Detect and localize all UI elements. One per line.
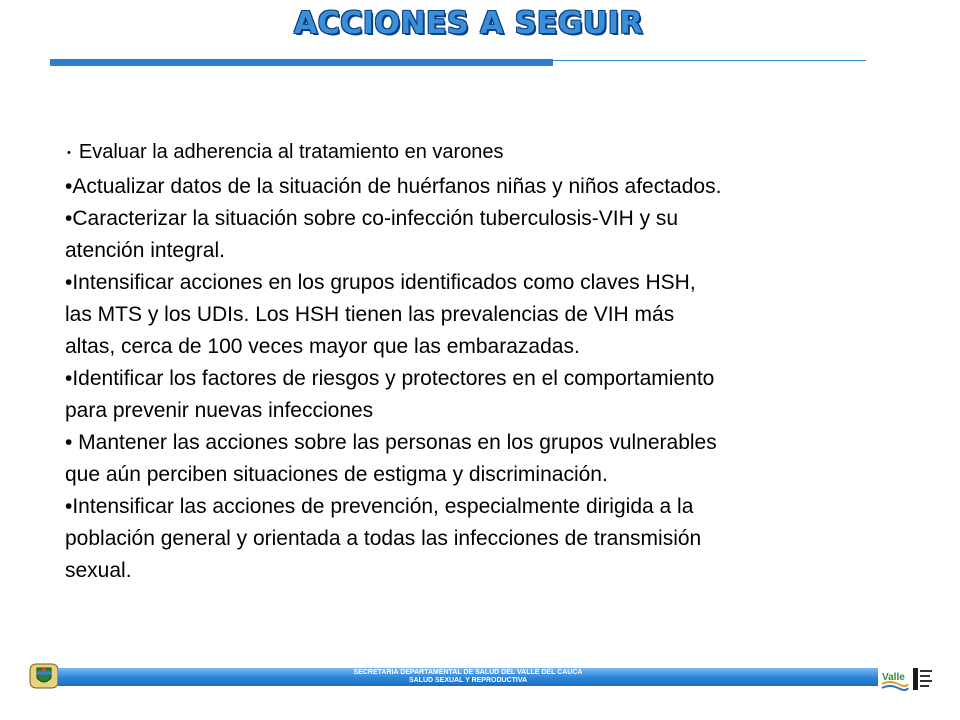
small-bullet: • — [67, 146, 71, 159]
list-item-first — [65, 140, 915, 165]
list-line: atención integral. — [65, 238, 225, 262]
title-underline-thin — [553, 60, 866, 61]
valle-logo-text: Valle — [882, 672, 905, 683]
list-line: las MTS y los UDIs. Los HSH tienen las prevalencias de VIH más — [65, 302, 675, 326]
list-line: •Caracterizar la situación sobre co-infección tuberculosis-VIH y su — [65, 206, 679, 230]
footer-line-1: SECRETARIA DEPARTAMENTAL DE SALUD DEL VALLE DEL CAUCA — [353, 669, 583, 676]
footer-line-2: SALUD SEXUAL Y REPRODUCTIVA — [408, 677, 528, 684]
list-line: •Identificar los factores de riesgos y protectores en el comportamiento — [65, 366, 715, 390]
footer-text — [58, 669, 878, 685]
institution-logo-icon — [912, 666, 934, 692]
list-line: •Intensificar acciones en los grupos identificados como claves HSH, — [65, 270, 696, 294]
list-line: para prevenir nuevas infecciones — [65, 398, 374, 422]
list-line: que aún perciben situaciones de estigma y discriminación. — [65, 462, 608, 486]
list-line: sexual. — [65, 558, 132, 582]
footer-bar — [58, 668, 878, 686]
shield-crest-icon — [28, 660, 60, 692]
title-underline-thick — [50, 59, 553, 66]
list-line: •Actualizar datos de la situación de huérfanos niñas y niños afectados. — [65, 174, 722, 198]
valle-logo-icon — [880, 666, 910, 692]
list-line: • Mantener las acciones sobre las personas en los grupos vulnerables — [65, 430, 717, 454]
list-line: •Intensificar las acciones de prevención, especialmente dirigida a la — [65, 494, 694, 518]
list-line: población general y orientada a todas las infecciones de transmisión — [65, 526, 702, 550]
slide-title: ACCIONES A SEGUIR — [294, 6, 644, 41]
list-line: altas, cerca de 100 veces mayor que las embarazadas. — [65, 334, 580, 358]
bullet-list — [65, 140, 915, 587]
list-item-text: Evaluar la adherencia al tratamiento en varones — [78, 141, 504, 163]
